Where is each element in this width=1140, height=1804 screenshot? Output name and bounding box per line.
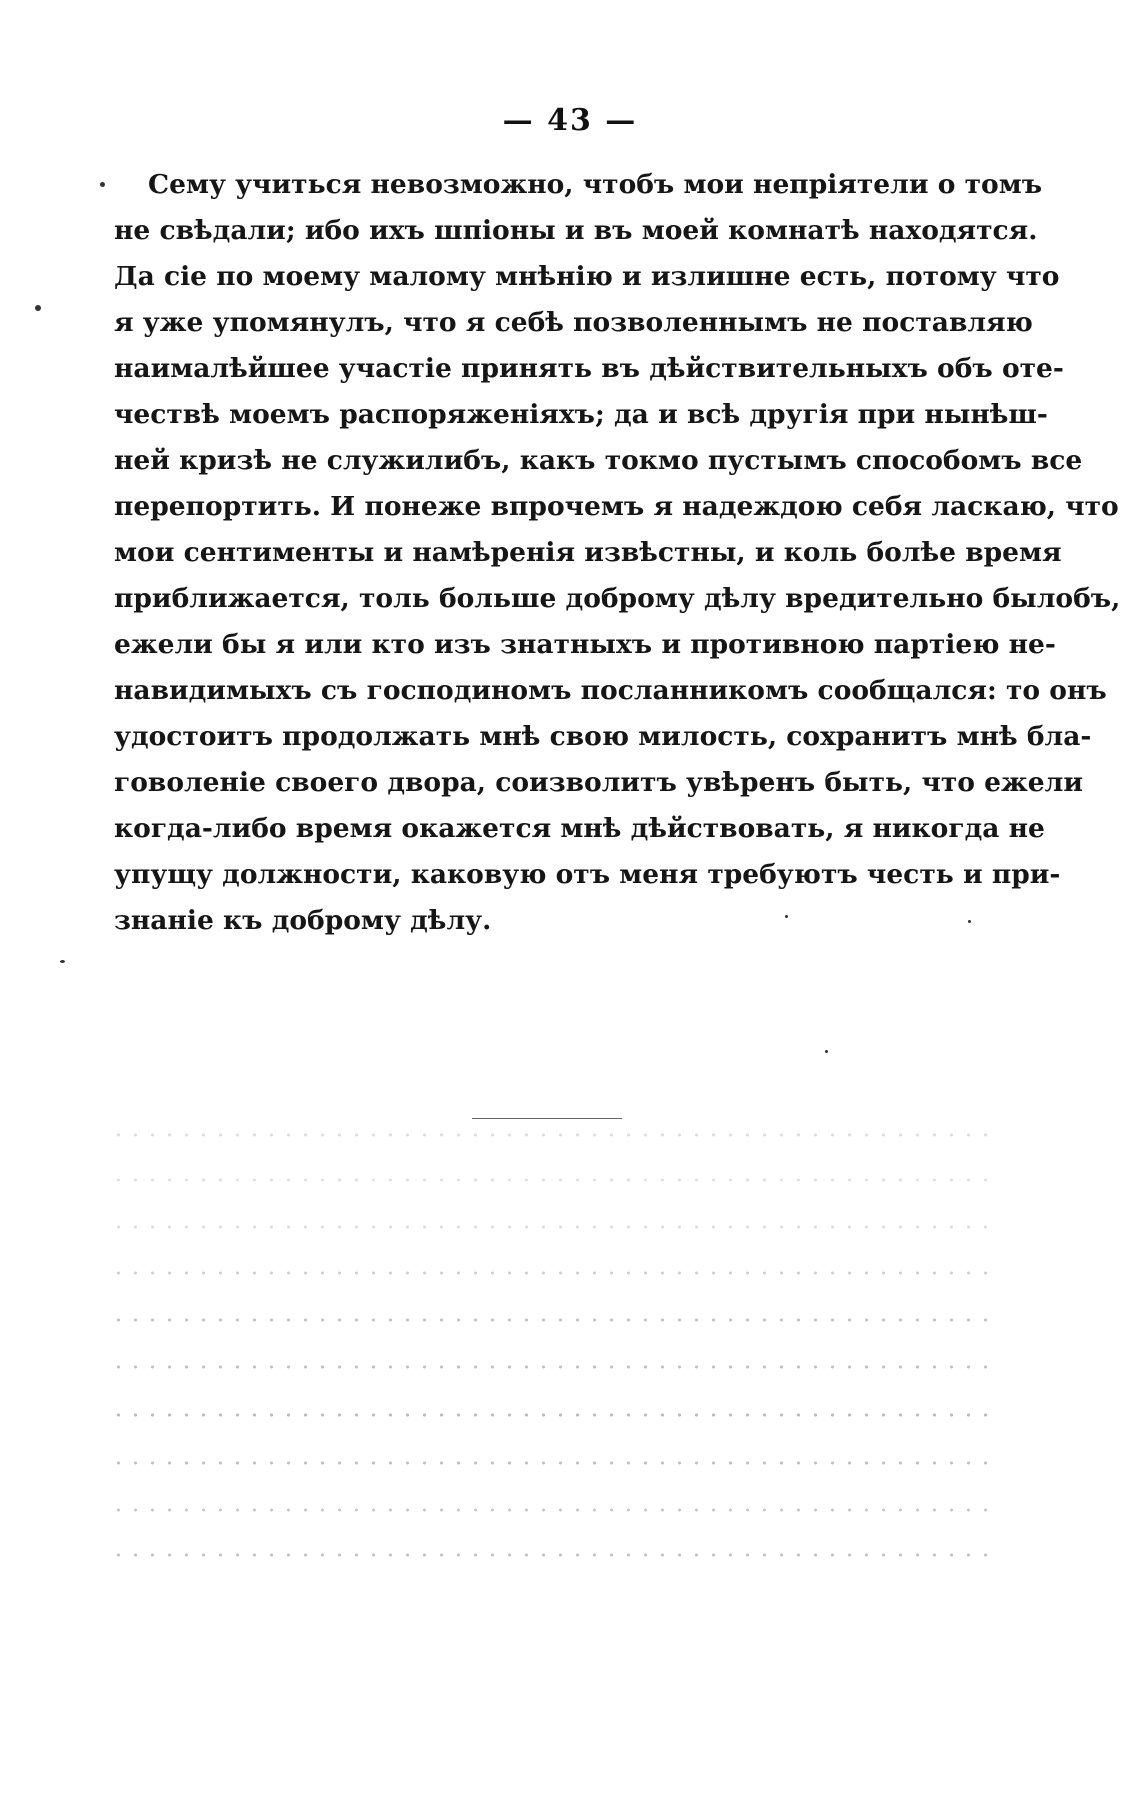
text-line: навидимыхъ съ господиномъ посланникомъ сообщался: то онъ [114,675,1107,706]
scan-speck [825,1050,828,1053]
text-line: мои сентименты и намѣренія извѣстны, и коль болѣе время [114,537,1062,568]
text-line: знаніе къ доброму дѣлу. [114,905,492,936]
body-text [114,162,1121,944]
bleed-through-line [110,1458,990,1468]
section-divider [472,1118,622,1119]
text-line: упущу должности, каковую отъ меня требуютъ честь и при- [114,859,1061,890]
scan-speck [968,920,971,923]
text-line: Да сіе по моему малому мнѣнію и излишне есть, потому что [114,261,1060,292]
bleed-through-line [110,1505,990,1515]
bleed-through-line [110,1315,990,1325]
text-line: удостоитъ продолжать мнѣ свою милость, сохранитъ мнѣ бла- [114,721,1092,752]
text-line: Сему учиться невозможно, чтобъ мои непріятели о томъ [148,169,1043,200]
text-line: я уже упомянулъ, что я себѣ позволеннымъ не поставляю [114,307,1033,338]
text-line: чествѣ моемъ распоряженіяхъ; да и всѣ другія при нынѣш- [114,399,1048,430]
bleed-through-line [110,1268,990,1278]
text-line: ней кризѣ не служилибъ, какъ токмо пустымъ способомъ все [114,445,1083,476]
bleed-through-line [110,1550,990,1560]
scan-speck [785,915,788,918]
scan-speck [100,182,105,187]
text-line: говоленіе своего двора, соизволитъ увѣренъ быть, что ежели [114,767,1083,798]
text-line: не свѣдали; ибо ихъ шпіоны и въ моей комнатѣ находятся. [114,215,1038,246]
text-line: наималѣйшее участіе принять въ дѣйствительныхъ объ оте- [114,353,1064,384]
text-line: когда-либо время окажется мнѣ дѣйствовать, я никогда не [114,813,1045,844]
scan-speck [60,960,65,963]
bleed-through-line [110,1410,990,1420]
text-line: перепортить. И понеже впрочемъ я надеждою себя ласкаю, что [114,491,1119,522]
bleed-through-line [110,1130,990,1140]
bleed-through-line [110,1175,990,1185]
page-number: — 43 — [502,103,638,138]
text-line: приближается, толь больше доброму дѣлу вредительно былобъ, [114,583,1121,614]
bleed-through-line [110,1222,990,1232]
scan-speck [35,305,41,311]
bleed-through-line [110,1362,990,1372]
text-line: ежели бы я или кто изъ знатныхъ и противною партіею не- [114,629,1056,660]
